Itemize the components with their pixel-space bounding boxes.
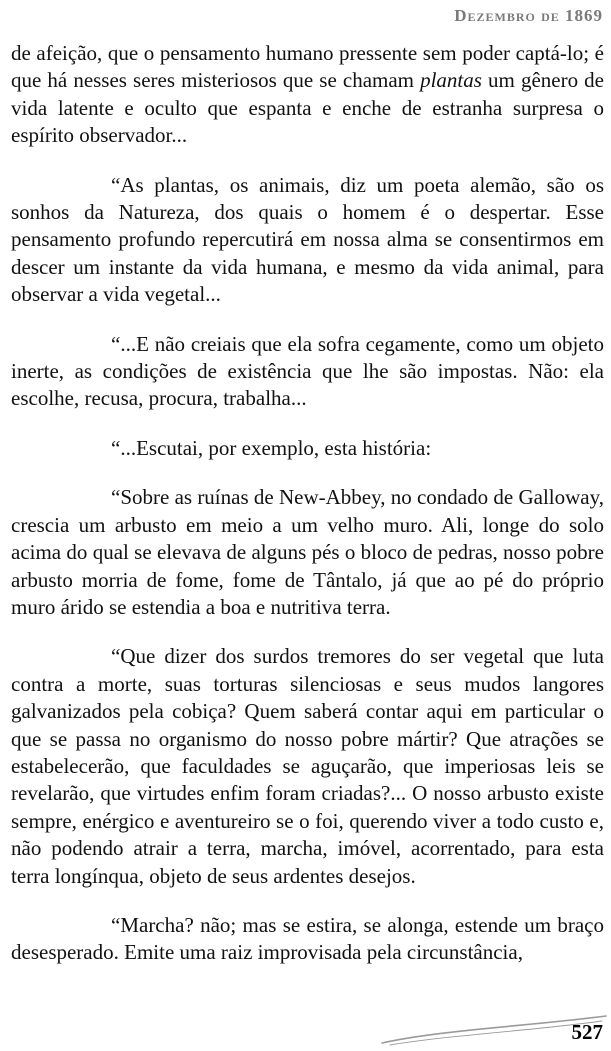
paragraph-2: “As plantas, os animais, diz um poeta alemão, são os sonhos da Natureza, dos quais o homem é o despertar. Esse pensamento profundo repercutirá em nossa alma se consentirmos em descer um instante da vida humana, e mesmo da vida animal, para observar a vida vegetal...: [11, 172, 604, 307]
paragraph-1: [11, 40, 604, 150]
running-header: Dezembro de 1869: [454, 6, 603, 25]
paragraph-1-text-start: de afeição, que o pensamento humano pressente sem poder captá-lo; é que há nesses seres misteriosos que se chamam: [11, 41, 604, 93]
paragraph-1-text-end: um gênero de vida latente e oculto que espanta e enche de estranha surpresa o espírito observador...: [11, 68, 604, 148]
page-footer: [380, 1012, 611, 1051]
paragraph-7: “Marcha? não; mas se estira, se alonga, estende um braço desesperado. Emite uma raiz improvisada pela circunstância,: [11, 912, 604, 965]
paragraph-6: “Que dizer dos surdos tremores do ser vegetal que luta contra a morte, suas torturas silenciosas e seus mudos langores galvanizados pela cobiça? Quem saberá contar aqui em particular o que se passa no organismo do nosso pobre mártir? Que atrações se estabelecerão, que faculdades se aguçarão, que imperiosas leis se revelarão, que virtudes enfim foram criadas?... O nosso arbusto existe sempre, enérgico e aventureiro se o foi, querendo viver a todo custo e, não podendo atrair a terra, marcha, imóvel, acorrentado, para esta terra longínqua, objeto de seus ardentes desejos.: [11, 644, 604, 888]
paragraph-4: “...Escutai, por exemplo, esta história:: [111, 435, 432, 460]
paragraph-3: “...E não creiais que ela sofra cegamente, como um objeto inerte, as condições de existência que lhe são impostas. Não: ela escolhe, recusa, procura, trabalha...: [11, 331, 604, 411]
page-number: 527: [571, 1020, 603, 1044]
emphasis-plantas: plantas: [420, 68, 482, 93]
paragraph-5: “Sobre as ruínas de New-Abbey, no condado de Galloway, crescia um arbusto em meio a um velho muro. Ali, longe do solo acima do qual se elevava de alguns pés o bloco de pedras, nosso pobre arbusto morria de fome, fome de Tântalo, já que ao pé do próprio muro árido se estendia a boa e nutritiva terra.: [11, 485, 604, 619]
text-body: [11, 40, 604, 967]
